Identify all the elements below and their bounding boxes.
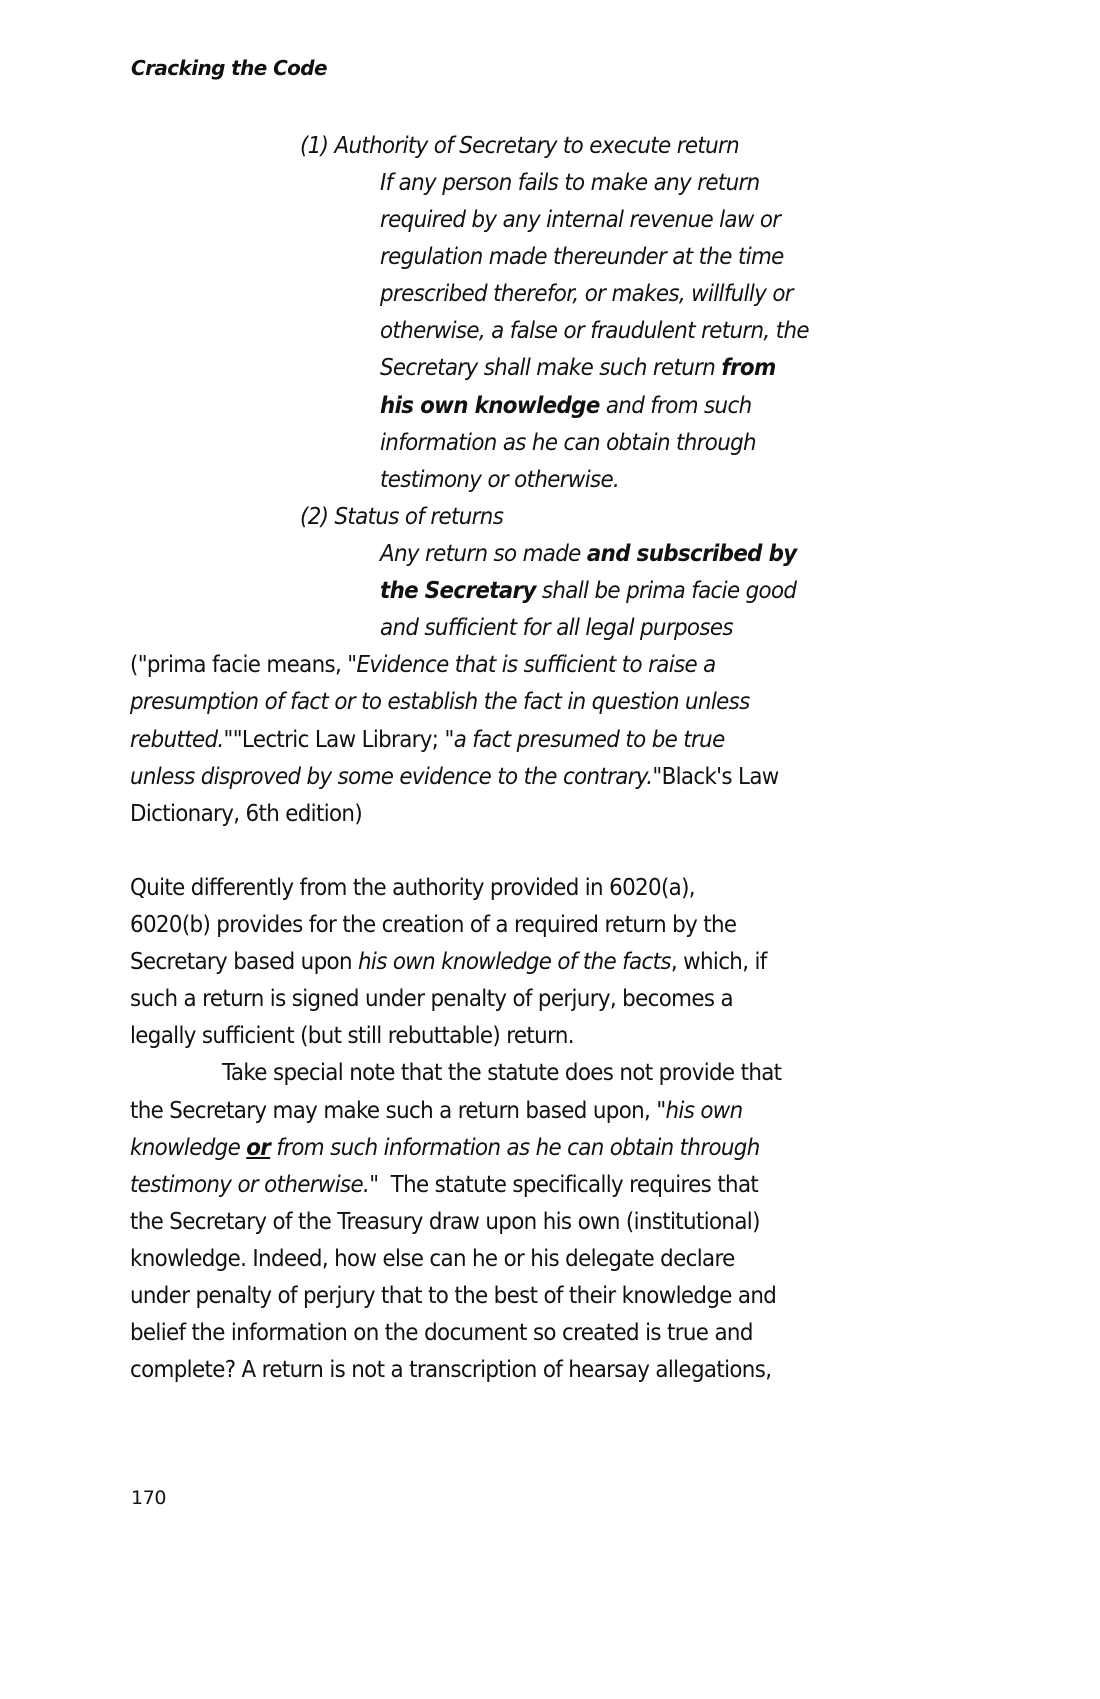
- emphasis-bold: the Secretary: [380, 578, 536, 604]
- statute-text: Secretary shall make such return: [380, 355, 722, 381]
- body-emphasis: his own knowledge of the facts: [358, 949, 671, 975]
- emphasis-bold: from: [721, 355, 776, 381]
- body-quote: testimony or otherwise.": [130, 1172, 379, 1198]
- body-line: knowledge. Indeed, how else can he or his delegate declare: [130, 1246, 735, 1272]
- body-quote: from such information as he can obtain through: [270, 1135, 760, 1161]
- emphasis-bold: and subscribed by: [586, 541, 797, 567]
- statute-line: and sufficient for all legal purposes: [380, 615, 733, 641]
- body-line: complete? A return is not a transcription of hearsay allegations,: [130, 1357, 772, 1383]
- definition-line: Dictionary, 6th edition): [130, 801, 363, 827]
- statute-line: information as he can obtain through: [380, 430, 756, 456]
- statute-text: Any return so made: [380, 541, 587, 567]
- body-text: the Secretary may make such a return based upon,: [130, 1098, 657, 1124]
- body-quote: "his own: [656, 1098, 743, 1124]
- statute-item2-heading: (2) Status of returns: [300, 504, 504, 530]
- body-quote: knowledge: [130, 1135, 247, 1161]
- statute-line: [380, 353, 776, 383]
- definition-quote: rebutted.": [130, 727, 233, 753]
- running-header: Cracking the Code: [131, 56, 327, 80]
- definition-text: ("prima facie means,: [130, 652, 348, 678]
- definition-line: [130, 762, 779, 792]
- body-line: 6020(b) provides for the creation of a required return by the: [130, 912, 737, 938]
- body-line: Quite differently from the authority provided in 6020(a),: [130, 875, 695, 901]
- body-line: belief the information on the document so created is true and: [130, 1320, 753, 1346]
- page-number: 170: [131, 1487, 167, 1509]
- body-line: legally sufficient (but still rebuttable) return.: [130, 1023, 574, 1049]
- definition-quote: "a fact presumed to be true: [444, 727, 725, 753]
- body-line: [130, 1096, 743, 1126]
- statute-line: If any person fails to make any return: [380, 170, 760, 196]
- body-text: Secretary based upon: [130, 949, 359, 975]
- statute-line: [380, 391, 751, 421]
- emphasis-underlined-or: or: [246, 1135, 271, 1161]
- definition-quote: unless disproved by some evidence to the contrary.": [130, 764, 662, 790]
- body-line: the Secretary of the Treasury draw upon his own (institutional): [130, 1209, 760, 1235]
- statute-text: and from such: [599, 393, 752, 419]
- body-line: such a return is signed under penalty of perjury, becomes a: [130, 986, 733, 1012]
- definition-source: Black's Law: [661, 764, 779, 790]
- statute-line: regulation made thereunder at the time: [380, 244, 784, 270]
- body-text: The statute specifically requires that: [378, 1172, 759, 1198]
- body-text: , which, if: [670, 949, 767, 975]
- body-line: [130, 1170, 758, 1200]
- statute-line: [380, 539, 797, 569]
- statute-line: required by any internal revenue law or: [380, 207, 781, 233]
- statute-line: otherwise, a false or fraudulent return, the: [380, 318, 809, 344]
- definition-line: [130, 650, 716, 680]
- statute-line: prescribed therefor, or makes, willfully or: [380, 281, 793, 307]
- definition-quote: "Evidence that is sufficient to raise a: [347, 652, 716, 678]
- definition-line: presumption of fact or to establish the fact in question unless: [130, 689, 750, 715]
- body-line: Take special note that the statute does not provide that: [222, 1060, 782, 1086]
- statute-line: [380, 576, 796, 606]
- definition-line: [130, 725, 725, 755]
- statute-line: testimony or otherwise.: [380, 467, 620, 493]
- body-line: [130, 947, 767, 977]
- definition-source: "Lectric Law Library;: [232, 727, 445, 753]
- statute-text: shall be prima facie good: [535, 578, 797, 604]
- emphasis-bold: his own knowledge: [380, 393, 600, 419]
- body-line: [130, 1133, 760, 1163]
- body-line: under penalty of perjury that to the best of their knowledge and: [130, 1283, 777, 1309]
- statute-item1-heading: (1) Authority of Secretary to execute return: [300, 133, 740, 159]
